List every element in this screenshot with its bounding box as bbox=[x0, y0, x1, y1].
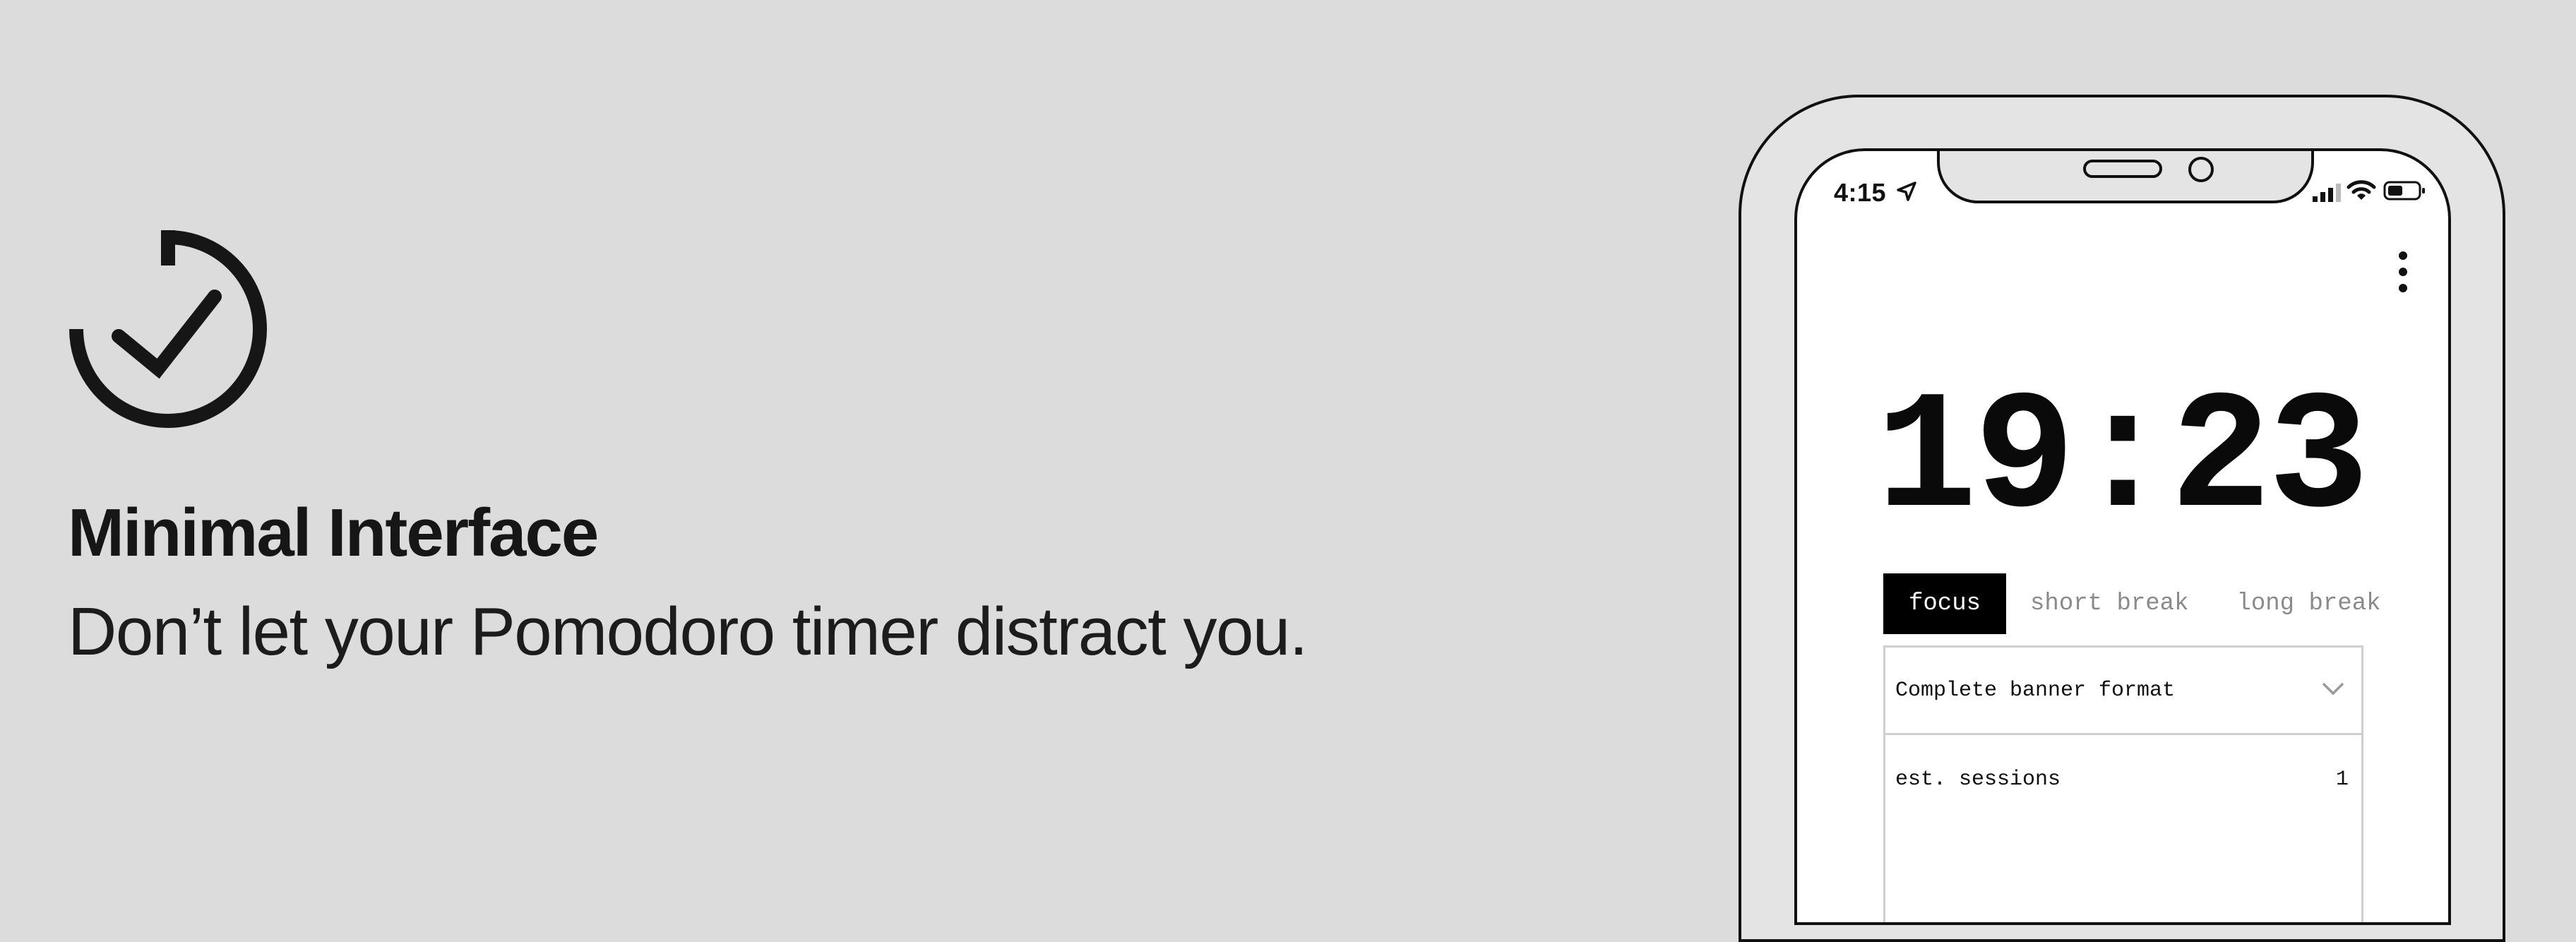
timer-display: 19:23 bbox=[1876, 366, 2367, 556]
more-dot-icon bbox=[2399, 268, 2407, 276]
battery-icon bbox=[2383, 179, 2427, 202]
phone-screen bbox=[1794, 148, 2451, 925]
phone-notch bbox=[1937, 148, 2314, 203]
chevron-down-icon bbox=[2320, 680, 2346, 697]
mode-tabs bbox=[1883, 573, 2405, 634]
sessions-value[interactable]: 1 bbox=[2335, 768, 2349, 792]
wifi-icon bbox=[2347, 179, 2376, 202]
more-options-button[interactable] bbox=[2389, 247, 2417, 297]
more-dot-icon bbox=[2399, 251, 2407, 260]
speaker-grille bbox=[2083, 160, 2162, 178]
status-time: 4:15 bbox=[1834, 178, 1887, 207]
timer-check-icon bbox=[62, 223, 274, 435]
tab-focus[interactable]: focus bbox=[1883, 573, 2006, 634]
task-card bbox=[1883, 645, 2363, 925]
cellular-signal-icon bbox=[2311, 182, 2344, 202]
sessions-label: est. sessions bbox=[1895, 768, 2061, 792]
feature-headline: Minimal Interface bbox=[68, 495, 598, 571]
sessions-row bbox=[1885, 735, 2361, 827]
tab-long-break[interactable]: long break bbox=[2236, 590, 2381, 617]
front-camera bbox=[2188, 157, 2214, 182]
tab-short-break[interactable]: short break bbox=[2030, 590, 2189, 617]
task-select[interactable] bbox=[1885, 648, 2361, 735]
feature-tagline: Don’t let your Pomodoro timer distract you. bbox=[68, 594, 1307, 669]
task-title: Complete banner format bbox=[1895, 679, 2176, 703]
location-arrow-icon bbox=[1896, 181, 1917, 202]
more-dot-icon bbox=[2399, 284, 2407, 292]
